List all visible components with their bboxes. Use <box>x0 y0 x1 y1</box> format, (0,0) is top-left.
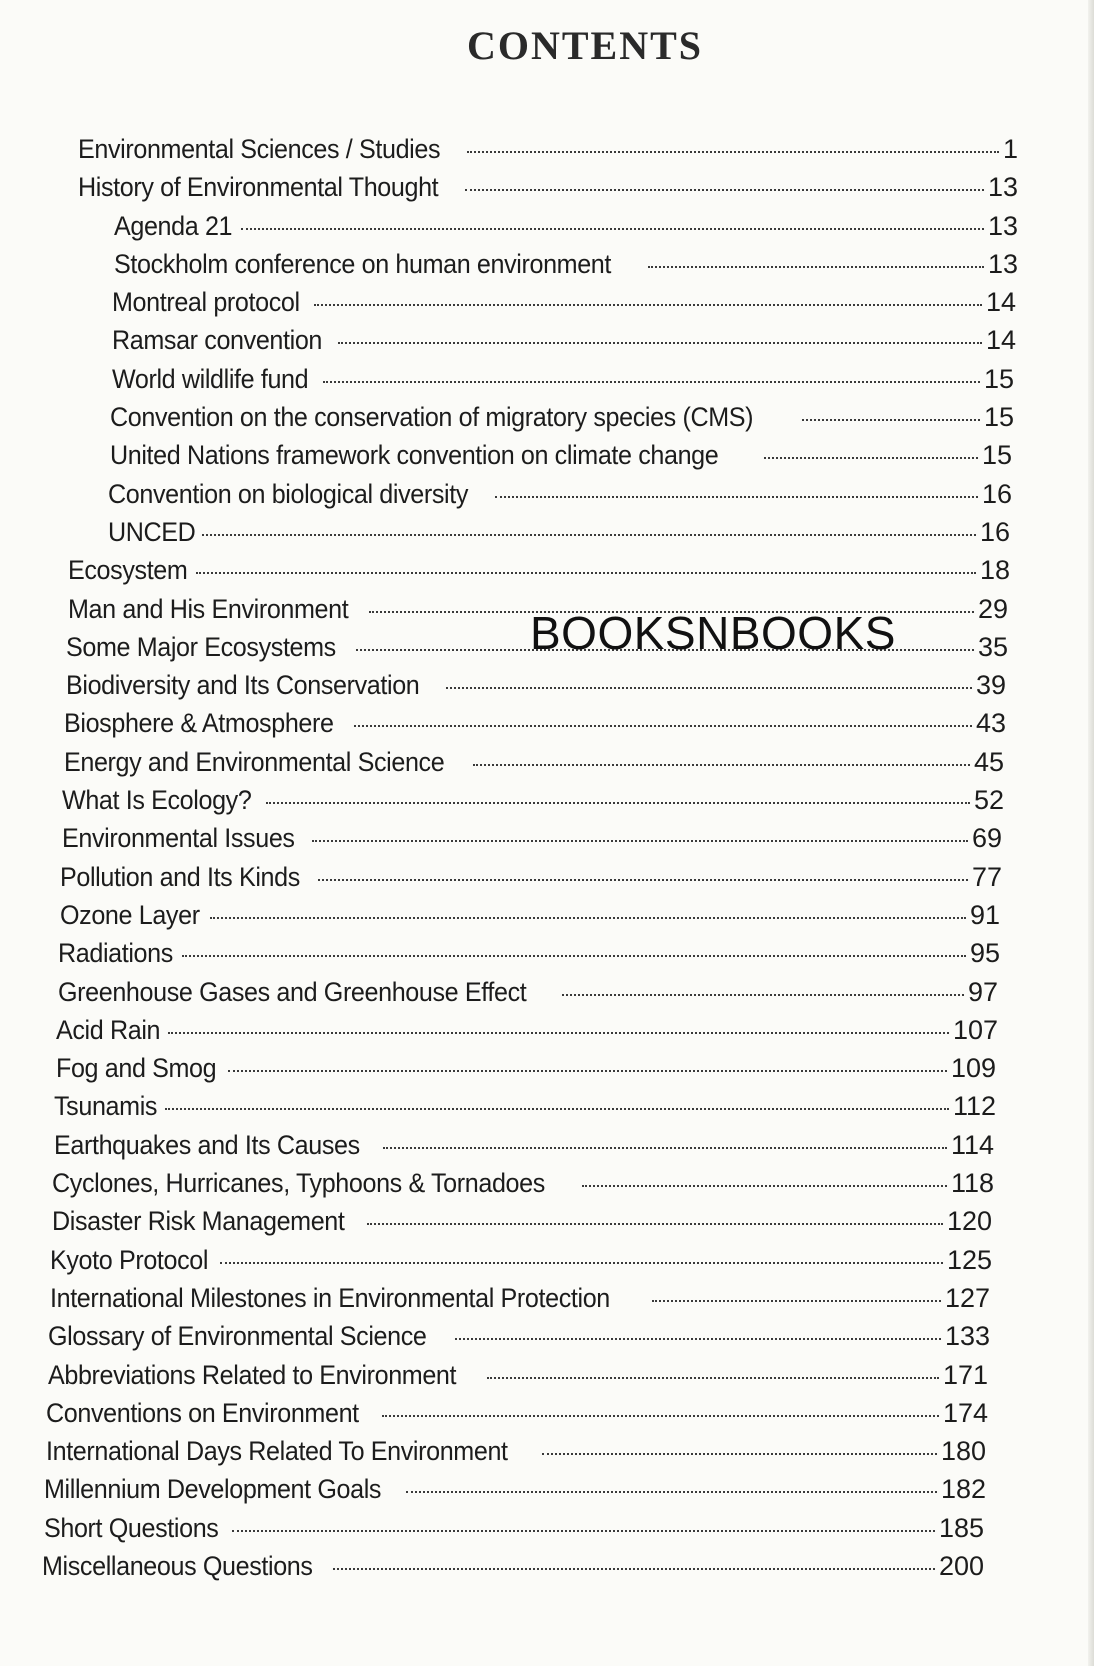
toc-entry-title: Miscellaneous Questions <box>42 1550 313 1581</box>
toc-entry-page: 171 <box>942 1359 988 1390</box>
dot-leader <box>182 955 966 957</box>
dot-leader <box>232 1530 935 1532</box>
toc-entry-page: 39 <box>975 670 1006 701</box>
toc-entry-title: Disaster Risk Management <box>52 1206 345 1237</box>
toc-entry-title: History of Environmental Thought <box>78 172 439 203</box>
toc-entry-title: What Is Ecology? <box>62 785 252 816</box>
dot-leader <box>367 1223 943 1225</box>
dot-leader <box>220 1262 943 1264</box>
dot-leader <box>318 879 968 881</box>
toc-entry-page: 91 <box>969 899 1000 930</box>
table-of-contents <box>0 134 1094 1589</box>
toc-entry-page: 16 <box>979 516 1010 547</box>
toc-entry-page: 29 <box>977 593 1008 624</box>
toc-entry <box>0 938 1000 976</box>
toc-entry-page: 18 <box>979 555 1010 586</box>
toc-entry-title: Montreal protocol <box>112 287 300 318</box>
dot-leader <box>228 1070 947 1072</box>
toc-entry-page: 13 <box>987 210 1018 241</box>
toc-entry <box>0 402 1014 440</box>
dot-leader <box>168 1032 949 1034</box>
toc-entry-title: Ramsar convention <box>112 325 323 356</box>
toc-entry-page: 118 <box>950 1168 994 1199</box>
dot-leader <box>323 381 980 383</box>
toc-entry <box>0 1436 986 1474</box>
toc-entry-title: Convention on the conservation of migratory species (CMS) <box>110 402 754 433</box>
toc-entry <box>0 785 1004 823</box>
dot-leader <box>473 764 970 766</box>
toc-entry-page: 114 <box>950 1129 994 1160</box>
toc-entry-title: Conventions on Environment <box>46 1397 359 1428</box>
toc-entry-page: 125 <box>946 1244 992 1275</box>
dot-leader <box>467 151 999 153</box>
dot-leader <box>446 687 972 689</box>
dot-leader <box>455 1338 941 1340</box>
dot-leader <box>406 1491 936 1493</box>
toc-entry-title: Millennium Development Goals <box>44 1474 382 1505</box>
dot-leader <box>165 1108 949 1110</box>
dot-leader <box>495 496 978 498</box>
toc-entry-page: 97 <box>967 976 998 1007</box>
toc-entry <box>0 900 1000 938</box>
toc-entry-title: Ozone Layer <box>60 899 200 930</box>
dot-leader <box>210 917 966 919</box>
toc-entry-page: 69 <box>971 823 1002 854</box>
toc-entry-page: 107 <box>952 1014 998 1045</box>
toc-entry-page: 133 <box>944 1321 990 1352</box>
toc-entry <box>0 211 1018 249</box>
dot-leader <box>266 802 970 804</box>
dot-leader <box>354 725 972 727</box>
toc-entry-title: United Nations framework convention on climate change <box>110 440 719 471</box>
toc-entry-title: World wildlife fund <box>112 363 309 394</box>
toc-entry-title: International Milestones in Environmental Protection <box>50 1282 610 1313</box>
dot-leader <box>338 342 982 344</box>
toc-entry-title: Stockholm conference on human environment <box>114 248 612 279</box>
toc-entry-title: Energy and Environmental Science <box>64 746 445 777</box>
toc-entry-page: 15 <box>981 440 1012 471</box>
dot-leader <box>764 457 978 459</box>
toc-entry <box>0 325 1016 363</box>
toc-entry <box>0 747 1004 785</box>
toc-entry <box>0 1091 996 1129</box>
dot-leader <box>312 840 968 842</box>
toc-entry-title: International Days Related To Environment <box>46 1436 508 1467</box>
toc-entry-title: Biosphere & Atmosphere <box>64 708 334 739</box>
toc-entry-page: 120 <box>946 1206 992 1237</box>
toc-entry <box>0 134 1018 172</box>
toc-entry-title: UNCED <box>108 516 196 547</box>
toc-entry <box>0 977 998 1015</box>
toc-entry-page: 127 <box>944 1282 990 1313</box>
toc-entry-title: Radiations <box>58 938 173 969</box>
toc-entry <box>0 1551 984 1589</box>
toc-entry-title: Pollution and Its Kinds <box>60 861 300 892</box>
toc-entry <box>0 1321 990 1359</box>
toc-entry <box>0 1015 998 1053</box>
page-edge <box>1088 0 1094 1666</box>
toc-entry <box>0 1168 994 1206</box>
toc-entry-title: Cyclones, Hurricanes, Typhoons & Tornadoes <box>52 1168 545 1199</box>
toc-entry <box>0 1474 986 1512</box>
toc-entry-page: 35 <box>977 631 1008 662</box>
dot-leader <box>465 189 984 191</box>
dot-leader <box>562 994 964 996</box>
toc-entry-page: 14 <box>985 325 1016 356</box>
toc-entry-page: 1 <box>1002 134 1018 164</box>
toc-entry <box>0 479 1012 517</box>
toc-entry-title: Acid Rain <box>56 1014 161 1045</box>
dot-leader <box>382 1415 939 1417</box>
toc-entry-title: Short Questions <box>44 1512 219 1543</box>
toc-entry <box>0 517 1010 555</box>
dot-leader <box>542 1453 937 1455</box>
toc-entry-title: Fog and Smog <box>56 1053 217 1084</box>
toc-entry-page: 174 <box>942 1397 988 1428</box>
toc-entry-title: Glossary of Environmental Science <box>48 1321 427 1352</box>
dot-leader <box>196 572 976 574</box>
toc-entry-title: Man and His Environment <box>68 593 349 624</box>
toc-entry <box>0 823 1002 861</box>
toc-entry-page: 13 <box>987 172 1018 203</box>
toc-entry-page: 16 <box>981 478 1012 509</box>
page-title: CONTENTS <box>466 23 704 68</box>
toc-entry-title: Environmental Issues <box>62 823 295 854</box>
toc-entry <box>0 440 1012 478</box>
toc-entry <box>0 172 1018 210</box>
toc-entry-page: 45 <box>973 746 1004 777</box>
toc-entry-page: 43 <box>975 708 1006 739</box>
dot-leader <box>241 228 984 230</box>
toc-entry-title: Greenhouse Gases and Greenhouse Effect <box>58 976 527 1007</box>
toc-entry-page: 182 <box>940 1474 986 1505</box>
toc-entry <box>0 249 1018 287</box>
toc-entry-page: 180 <box>940 1436 986 1467</box>
toc-entry-page: 109 <box>950 1053 996 1084</box>
toc-entry-page: 15 <box>983 402 1014 433</box>
toc-entry-title: Earthquakes and Its Causes <box>54 1129 360 1160</box>
toc-entry-title: Environmental Sciences / Studies <box>78 134 441 164</box>
toc-entry-title: Convention on biological diversity <box>108 478 469 509</box>
toc-entry-title: Ecosystem <box>68 555 188 586</box>
dot-leader <box>582 1185 947 1187</box>
toc-entry-page: 14 <box>985 287 1016 318</box>
toc-entry-page: 200 <box>938 1550 984 1581</box>
toc-entry <box>0 670 1006 708</box>
toc-entry <box>0 555 1010 593</box>
toc-entry <box>0 287 1016 325</box>
toc-entry <box>0 364 1014 402</box>
dot-leader <box>487 1377 939 1379</box>
watermark: BOOKSNBOOKS <box>530 607 896 659</box>
toc-entry <box>0 1283 990 1321</box>
toc-entry <box>0 1130 994 1168</box>
toc-entry <box>0 862 1002 900</box>
dot-leader <box>202 534 976 536</box>
toc-entry-page: 15 <box>983 363 1014 394</box>
toc-entry <box>0 1206 992 1244</box>
dot-leader <box>314 304 982 306</box>
toc-entry <box>0 1053 996 1091</box>
toc-entry-page: 185 <box>938 1512 984 1543</box>
dot-leader <box>383 1147 947 1149</box>
toc-entry-title: Abbreviations Related to Environment <box>48 1359 457 1390</box>
toc-entry <box>0 1245 992 1283</box>
toc-entry-title: Some Major Ecosystems <box>66 631 336 662</box>
toc-entry-title: Kyoto Protocol <box>50 1244 209 1275</box>
dot-leader <box>333 1568 935 1570</box>
toc-entry-title: Tsunamis <box>54 1091 158 1122</box>
toc-entry <box>0 708 1006 746</box>
toc-entry <box>0 1360 988 1398</box>
toc-entry <box>0 1398 988 1436</box>
toc-entry-page: 112 <box>952 1091 996 1122</box>
toc-entry-page: 52 <box>973 785 1004 816</box>
toc-entry-title: Agenda 21 <box>114 210 233 241</box>
dot-leader <box>648 266 984 268</box>
toc-entry <box>0 1513 984 1551</box>
toc-entry-page: 77 <box>971 861 1002 892</box>
toc-entry-page: 95 <box>969 938 1000 969</box>
toc-entry-title: Biodiversity and Its Conservation <box>66 670 420 701</box>
toc-entry-page: 13 <box>987 248 1018 279</box>
dot-leader <box>652 1300 941 1302</box>
dot-leader <box>802 419 980 421</box>
